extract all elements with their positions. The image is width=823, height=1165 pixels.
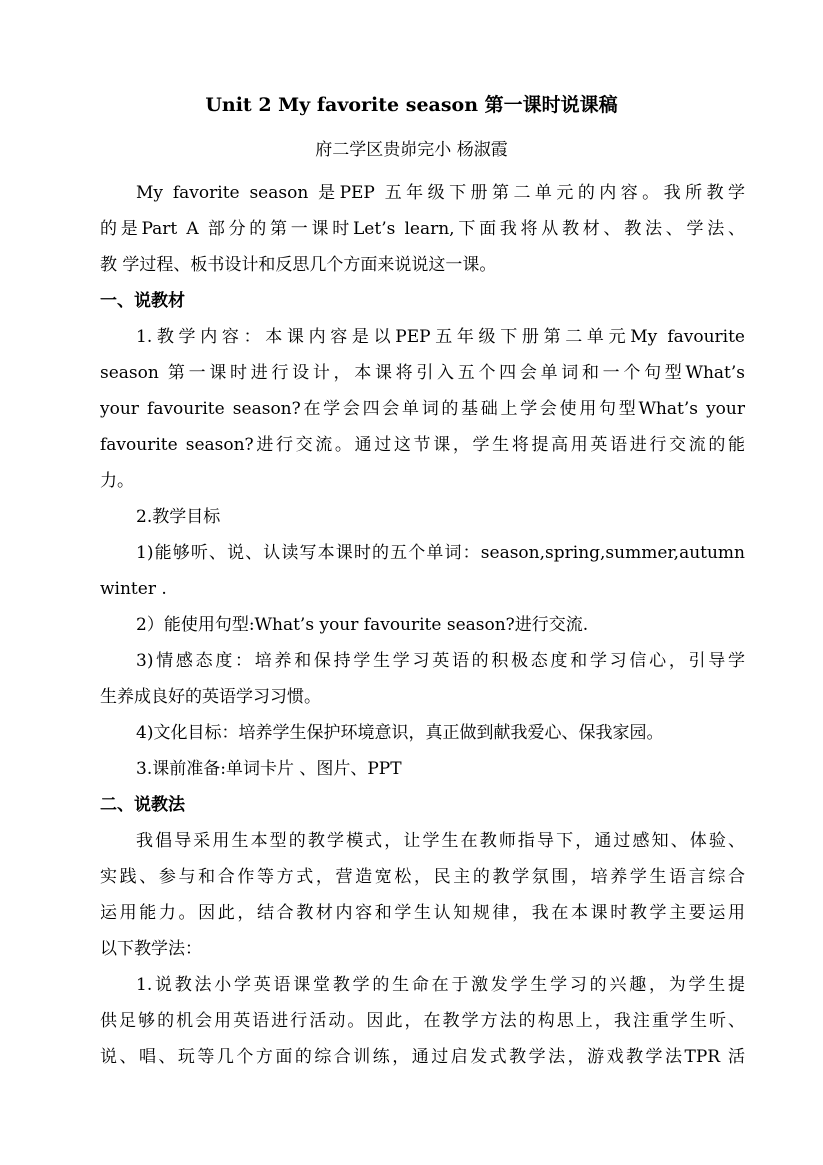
paragraph-line: your favourite season?在学会四会单词的基础上学会使用句型What’s your — [100, 399, 745, 419]
paragraph-line: 力。 — [100, 471, 134, 491]
paragraph-line: season 第一课时进行设计，本课将引入五个四会单词和一个句型What’s — [100, 363, 745, 383]
paragraph-line: 1)能够听、说、认读写本课时的五个单词：season,spring,summer,autumn — [136, 543, 745, 563]
subheading: 2.教学目标 — [136, 507, 221, 527]
paragraph-line: My favorite season 是PEP 五年级下册第二单元的内容。我所教学 — [136, 183, 745, 203]
document-title: Unit 2 My favorite season 第一课时说课稿 — [205, 94, 618, 116]
paragraph-line: 3)情感态度：培养和保持学生学习英语的积极态度和学习信心，引导学 — [136, 651, 745, 671]
paragraph-line: 1.教学内容：本课内容是以PEP五年级下册第二单元My favourite — [136, 327, 745, 347]
paragraph-line: 教 学过程、板书设计和反思几个方面来说说这一课。 — [100, 255, 497, 275]
paragraph-line: winter . — [100, 579, 167, 599]
paragraph-line: 1.说教法小学英语课堂教学的生命在于激发学生学习的兴趣，为学生提 — [136, 975, 745, 995]
paragraph-line: 生养成良好的英语学习习惯。 — [100, 687, 321, 707]
paragraph-line: 实践、参与和合作等方式，营造宽松，民主的教学氛围，培养学生语言综合 — [100, 867, 745, 887]
paragraph-line: 2）能使用句型:What’s your favourite season?进行交流. — [136, 615, 589, 635]
document-author: 府二学区贵峁完小 杨淑霞 — [315, 140, 508, 160]
section-heading: 一、说教材 — [100, 291, 185, 311]
section-heading: 二、说教法 — [100, 795, 185, 815]
paragraph-line: favourite season?进行交流。通过这节课，学生将提高用英语进行交流的能 — [100, 435, 745, 455]
paragraph-line: 供足够的机会用英语进行活动。因此，在教学方法的构思上，我注重学生听、 — [100, 1011, 745, 1031]
paragraph-line: 运用能力。因此，结合教材内容和学生认知规律，我在本课时教学主要运用 — [100, 903, 745, 923]
paragraph-line: 3.课前准备:单词卡片 、图片、PPT — [136, 759, 402, 779]
paragraph-line: 4)文化目标：培养学生保护环境意识，真正做到献我爱心、保我家园。 — [136, 723, 664, 743]
paragraph-line: 以下教学法： — [100, 939, 202, 959]
paragraph-line: 我倡导采用生本型的教学模式，让学生在教师指导下，通过感知、体验、 — [136, 831, 745, 851]
paragraph-line: 说、唱、玩等几个方面的综合训练，通过启发式教学法，游戏教学法TPR 活 — [100, 1047, 745, 1067]
paragraph-line: 的是Part A 部分的第一课时Let’s learn,下面我将从教材、教法、学法、 — [100, 219, 745, 239]
